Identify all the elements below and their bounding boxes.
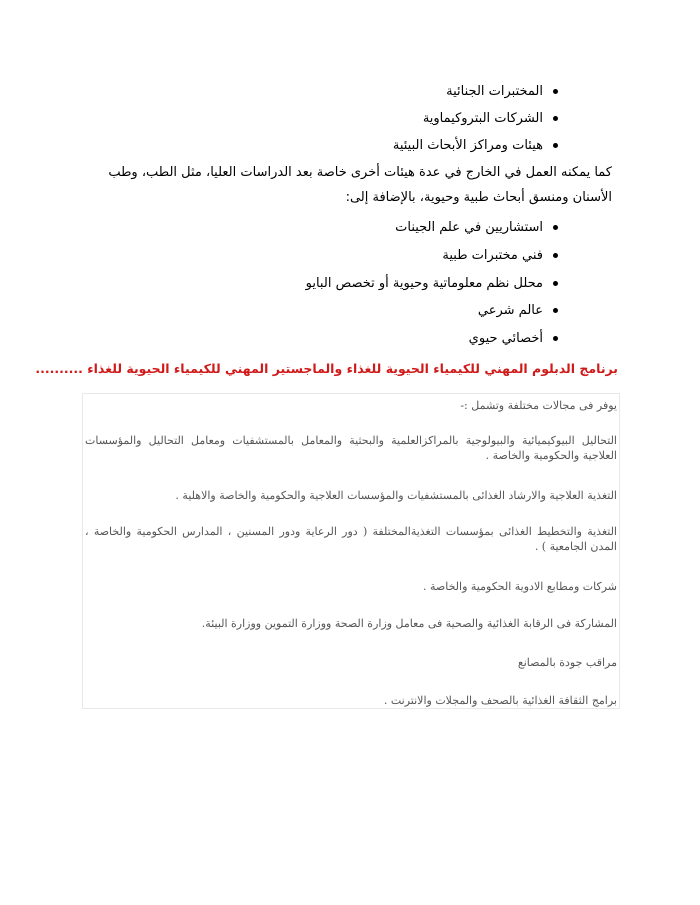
list-item-text: فني مختبرات طبية	[442, 248, 543, 263]
box-line: يوفر فى مجالات مختلفة وتشمل :-	[460, 399, 617, 412]
box-line: مراقب جودة بالمصانع	[517, 656, 617, 669]
bullet-icon	[553, 116, 558, 121]
list-item	[395, 216, 558, 240]
box-line: التغذية العلاجية والارشاد الغذائى بالمستشفيات والمؤسسات العلاجية والحكومية والخاصة والاهلية .	[175, 489, 617, 502]
list-item-text: الشركات البتروكيماوية	[422, 111, 543, 126]
list-item	[393, 134, 558, 158]
list-item	[469, 327, 558, 351]
list-item-text: محلل نظم معلوماتية وحيوية أو تخصص البايو	[305, 276, 543, 291]
bullet-icon	[553, 336, 558, 341]
box-line: التحاليل البيوكيميائية والبيولوجية بالمراكزالعلمية والبحثية والمعامل بالمستشفيات ومعامل التحاليل والمؤسسات العلاجية والحكومية والخاصة .	[85, 434, 617, 462]
list-item-text: المختبرات الجنائية	[446, 84, 543, 99]
list-item	[306, 272, 558, 296]
bullet-icon	[553, 253, 558, 258]
program-title: برنامج الدبلوم المهني للكيمياء الحيوية للغذاء والماجستير المهني للكيمياء الحيوية للغذاء ..........	[35, 361, 618, 376]
bullet-icon	[553, 143, 558, 148]
box-line: برامج الثقافة الغذائية بالصحف والمجلات والانترنت .	[383, 694, 617, 707]
box-line: المشاركة فى الرقابة الغذائية والصحية فى معامل وزارة الصحة ووزارة التموين ووزارة البيئة.	[201, 617, 617, 630]
list-item-text: عالم شرعي	[477, 303, 543, 318]
bullet-icon	[553, 308, 558, 313]
bullet-icon	[553, 89, 558, 94]
list-item	[442, 244, 558, 268]
body-paragraph: كما يمكنه العمل في الخارج في عدة هيئات أخرى خاصة بعد الدراسات العليا، مثل الطب، وطب الأسنان ومنسق أبحاث طبية وحيوية، بالإضافة إلى:	[108, 165, 612, 205]
list-item-text: استشاريين في علم الجينات	[395, 220, 543, 235]
list-item	[446, 80, 558, 104]
box-line: التغذية والتخطيط الغذائى بمؤسسات التغذيةالمختلفة ( دور الرعاية ودور المسنين ، المدارس الحكومية والخاصة ، المدن الجامعية ) .	[85, 525, 617, 553]
list-item	[478, 299, 558, 323]
bullet-icon	[553, 281, 558, 286]
career-fields-box	[82, 393, 620, 709]
list-item-text: هيئات ومراكز الأبحاث البيئية	[392, 138, 543, 153]
bullet-icon	[553, 225, 558, 230]
list-item	[423, 107, 558, 131]
box-line: شركات ومطابع الادوية الحكومية والخاصة .	[423, 580, 617, 593]
list-item-text: أخصائي حيوي	[468, 331, 543, 346]
